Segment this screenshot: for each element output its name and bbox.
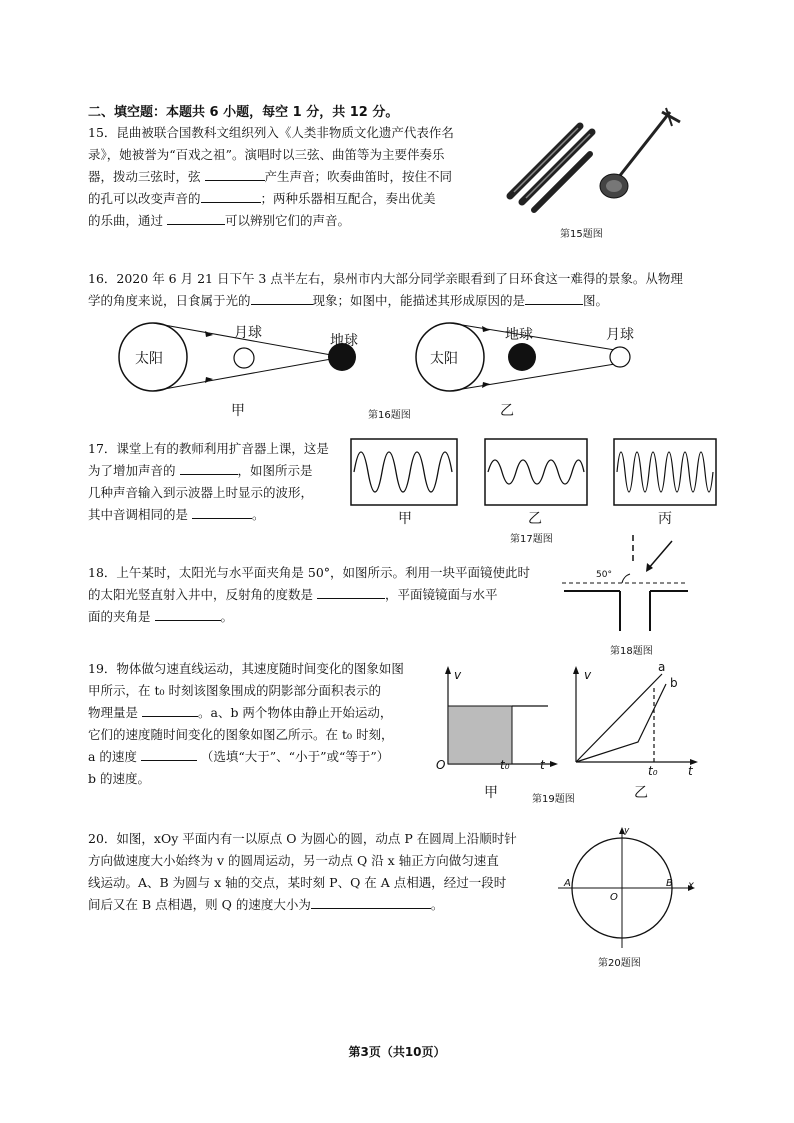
q20-line-4: 间后又在 B 点相遇，则 Q 的速度大小为 。 <box>88 894 558 916</box>
q20-line-1: 20．如图，xOy 平面内有一以原点 O 为圆心的圆，动点 P 在圆周上沿顺时针 <box>88 831 517 846</box>
q19-yi-t: t <box>688 764 693 778</box>
q15-line-4: 的孔可以改变声音的 ；两种乐器相互配合，奏出优美 <box>88 188 498 210</box>
q20-label-b: B <box>666 878 673 889</box>
q17-line-1: 17．课堂上有的教师利用扩音器上课，这是 <box>88 441 329 456</box>
q16-label-yi: 乙 <box>500 403 514 419</box>
q17-wave-jia <box>350 438 460 508</box>
q20-label-a: A <box>564 878 571 889</box>
q19-caption: 第19题图 <box>532 794 575 805</box>
q19-blank-1[interactable] <box>142 702 198 717</box>
question-16 <box>88 268 728 312</box>
q18-caption: 第18题图 <box>610 646 653 657</box>
question-20 <box>88 828 558 916</box>
q20-blank-1[interactable] <box>311 894 431 909</box>
q19-line-2: 甲所示，在 t₀ 时刻该图象围成的阴影部分面积表示的 <box>88 683 381 698</box>
q19-line-5: a 的速度 （选填“大于”、“小于”或“等于”） <box>88 746 438 768</box>
q15-line-2: 录》，她被誉为“百戏之祖”。演唱时以三弦、曲笛等为主要伴奏乐 <box>88 147 445 162</box>
q15-line-5: 的乐曲，通过 可以辨别它们的声音。 <box>88 210 498 232</box>
q18-well-figure <box>560 535 690 635</box>
q20-label-x: x <box>688 880 694 891</box>
q15-line-1: 15．昆曲被联合国教科文组织列入《人类非物质文化遗产代表作名 <box>88 125 454 140</box>
q17-blank-2[interactable] <box>192 504 252 519</box>
q18-line-1: 18．上午某时，太阳光与水平面夹角是 50°，如图所示。利用一块平面镜使此时 <box>88 565 531 580</box>
q16-label-moon-jia: 月球 <box>234 325 262 341</box>
question-17 <box>88 438 368 526</box>
question-15 <box>88 122 498 232</box>
question-19 <box>88 658 438 790</box>
q17-wave-yi <box>484 438 590 508</box>
q17-label-bing: 丙 <box>658 511 672 527</box>
flute-illustration <box>510 126 592 210</box>
q17-caption: 第17题图 <box>510 534 553 545</box>
q20-caption: 第20题图 <box>598 958 641 969</box>
q19-line-3: 物理量是 。a、b 两个物体由静止开始运动， <box>88 702 438 724</box>
q16-label-earth-jia: 地球 <box>330 333 358 349</box>
section-title: 二、填空题：本题共 6 小题，每空 1 分，共 12 分。 <box>88 105 399 120</box>
q17-line-3: 几种声音输入到示波器上时显示的波形， <box>88 485 314 500</box>
q18-blank-2[interactable] <box>155 606 221 621</box>
q19-jia-o: O <box>436 758 446 772</box>
q15-blank-3[interactable] <box>167 210 225 225</box>
q19-jia-t: t <box>540 758 545 772</box>
q20-line-3: 线运动。A、B 为圆与 x 轴的交点，某时刻 P、Q 在 A 点相遇，经过一段时 <box>88 875 507 890</box>
q15-instruments-figure <box>500 98 700 226</box>
q16-label-sun-yi: 太阳 <box>430 351 458 367</box>
q16-caption: 第16题图 <box>368 410 411 421</box>
sanxian-illustration <box>600 108 680 198</box>
q20-line-2: 方向做速度大小始终为 v 的圆周运动，另一动点 Q 沿 x 轴正方向做匀速直 <box>88 853 499 868</box>
q19-line-6: b 的速度。 <box>88 771 150 786</box>
q15-blank-2[interactable] <box>201 188 261 203</box>
q16-label-sun-jia: 太阳 <box>135 351 163 367</box>
q17-line-4: 其中音调相同的是 。 <box>88 504 368 526</box>
q17-label-jia: 甲 <box>398 511 412 527</box>
q19-blank-2[interactable] <box>141 746 197 761</box>
q16-line-2: 学的角度来说，日食属于光的 现象；如图中，能描述其形成原因的是 图。 <box>88 290 728 312</box>
q19-label-jia: 甲 <box>484 785 498 801</box>
q19-label-yi: 乙 <box>634 785 648 801</box>
q16-line-1: 16．2020 年 6 月 21 日下午 3 点半左右，泉州市内大部分同学亲眼看到了日环食这一难得的景象。从物理 <box>88 271 683 286</box>
q19-yi-a: a <box>658 660 666 674</box>
q17-label-yi: 乙 <box>528 511 542 527</box>
q15-caption: 第15题图 <box>560 229 603 240</box>
q17-line-2: 为了增加声音的 ，如图所示是 <box>88 460 368 482</box>
q19-yi-t0: t₀ <box>648 764 658 778</box>
q17-blank-1[interactable] <box>180 460 238 475</box>
q19-line-4: 它们的速度随时间变化的图象如图乙所示。在 t₀ 时刻， <box>88 727 394 742</box>
q16-blank-2[interactable] <box>525 290 583 305</box>
page-footer: 第3页（共10页） <box>348 1045 446 1059</box>
q19-yi-v: v <box>584 668 592 682</box>
q18-line-3: 面的夹角是 。 <box>88 606 558 628</box>
q18-blank-1[interactable] <box>317 584 385 599</box>
q16-label-moon-yi: 月球 <box>606 327 634 343</box>
q19-line-1: 19．物体做匀速直线运动，其速度随时间变化的图象如图 <box>88 661 404 676</box>
q19-jia-t0: t₀ <box>500 758 510 772</box>
question-18 <box>88 562 558 628</box>
q19-jia-v: v <box>454 668 462 682</box>
q19-yi-b: b <box>670 676 678 690</box>
q20-label-y: y <box>624 826 630 836</box>
q20-label-o: O <box>610 892 618 903</box>
q15-blank-1[interactable] <box>205 166 265 181</box>
q20-circle-figure <box>556 826 696 950</box>
q18-line-2: 的太阳光竖直射入井中，反射角的度数是 ，平面镜镜面与水平 <box>88 584 558 606</box>
q16-label-jia: 甲 <box>231 403 245 419</box>
q17-wave-bing <box>613 438 719 508</box>
q15-line-3: 器，拨动三弦时，弦 产生声音；吹奏曲笛时，按住不同 <box>88 166 498 188</box>
q16-label-earth-yi: 地球 <box>505 327 533 343</box>
q16-blank-1[interactable] <box>251 290 313 305</box>
q18-angle-label: 50° <box>596 570 612 580</box>
